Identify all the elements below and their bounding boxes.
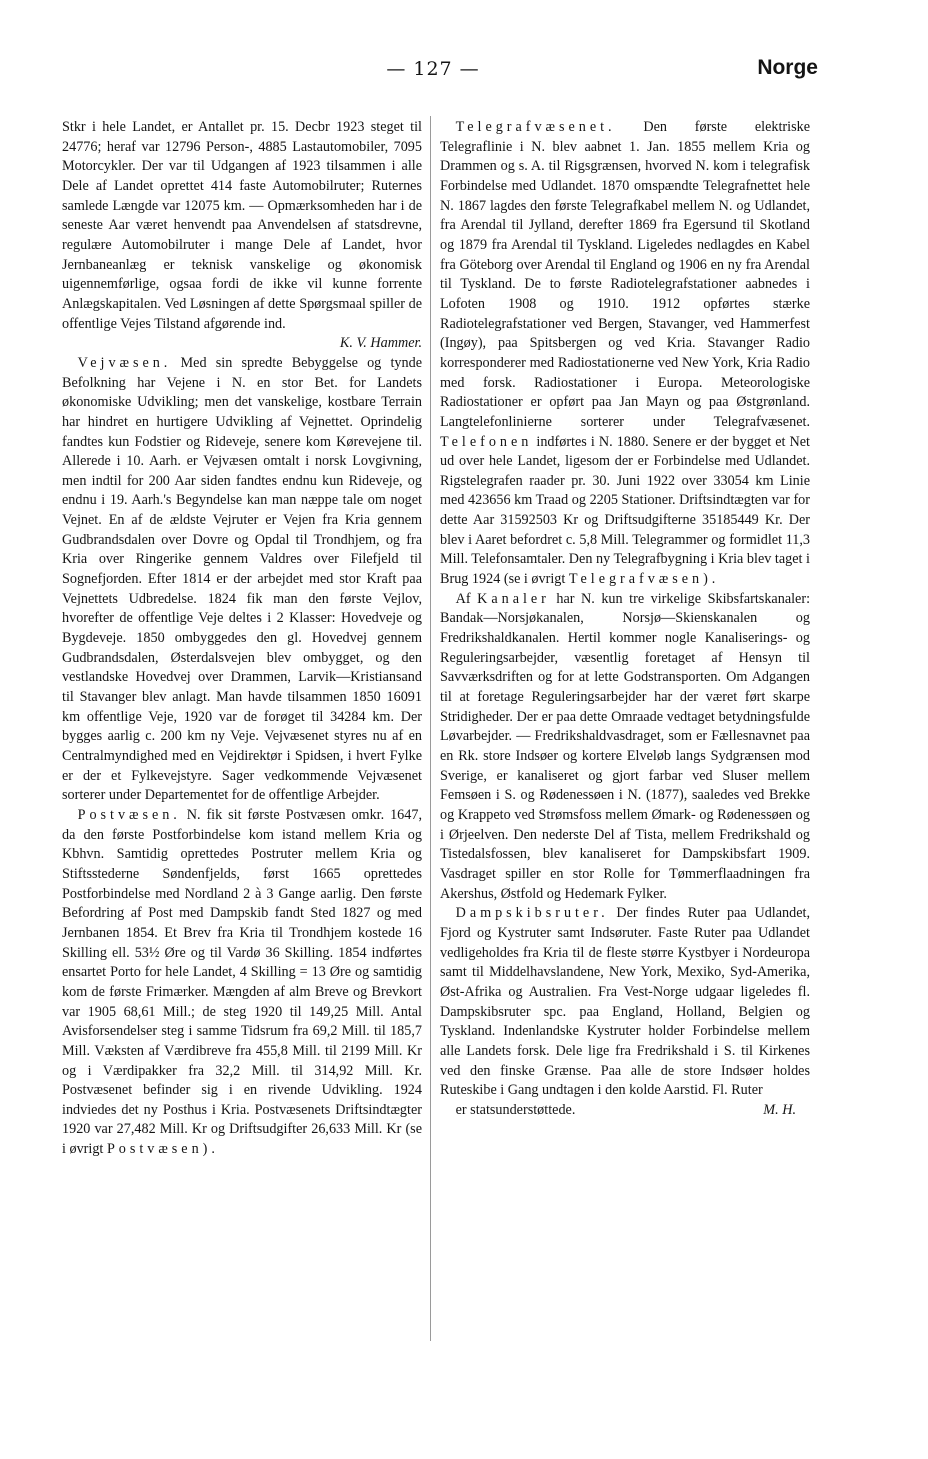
telegraf-text: Den første elektriske Telegraflinie i N. blev aabnet 1. Jan. 1855 mellem Kria og Drammen og s. A. til Rigsgrænsen, hvorved N. kom i telegrafisk Forbindelse med Udlandet. 1870 omspændte Telegrafnettet hele N. 1867 lagdes den første Telegrafkabel mellem N. og Udlandet, fra Arendal til Jylland, derefter 1869 fra Egersund til Skotland og 1879 fra Arendal til Tyskland. Ligeledes nedlagdes en Kabel fra Göteborg over Arendal til England og 1906 en ny fra Arendal til Tyskland. De to første Radiotelegrafstationer aabnedes i Lofoten 1908 og 1910. 1912 opførtes stærke Radiotelegrafstationer ved Bergen, Stavanger, ved Hammerfest (Ingøy), paa Spitsbergen og ved Kria. Stavanger Radio korresponderer med Radiostationerne ved New York, Kria Radio med forsk. Radiostationer i Europa. Meteorologiske Radiostationer er opført paa Jan Mayn og paa Østgrønland. Langtelefonlinierne sorterer under Telegrafvæsenet. <box>440 119 811 430</box>
dampskib-final-line <box>440 1101 810 1121</box>
vejvaesen-paragraph <box>62 354 422 806</box>
telegraf-heading: Telegrafvæsenet. <box>455 119 616 135</box>
dampskib-paragraph <box>440 904 810 1101</box>
column-divider <box>430 116 431 1341</box>
author-signature: K. V. Hammer. <box>339 335 422 352</box>
dampskib-heading: Dampskibsruter. <box>455 905 609 922</box>
page-number: — 127 — <box>386 58 480 80</box>
dampskib-signature: M. H. <box>763 1101 796 1118</box>
telegraf-cross-reference: Telegrafvæsen). <box>568 571 720 588</box>
kanaler-paragraph <box>440 590 810 905</box>
left-column <box>62 118 422 1160</box>
kanaler-text: har N. kun tre virkelige Skibsfartskanaler: Bandak—Norsjøkanalen, Norsjø—Skienskanalen og Fredrikshaldkanalen. Hertil kommer nogle Kanaliserings- og Reguleringsarbejder, væsentlig foretaget af Hensyn til Savværksdriften og for at lette Godstransporten. Om Adgangen til at foretage Reguleringsarbejder har der været ført skarpe Stridigheder. Der er paa dette Omraade vedtaget betydningsfulde Løvarbejder. — Fredrikshaldvasdraget, som er Fællesnavnet paa en Rk. store Indsøer og kortere Elveløb langs Sydgrænsen mod Sverige, er kanaliseret og gjort farbar ved Sluser mellem Femsøen i S. og Rødenessøen i N. (1877), saaledes ved Brekke og Krappeto ved Strømsfoss mellem Ømark- og Rødenessøen og i Ørjeelven. Den nederste Del af Tista, mellem Fredrikshald og Tistedalsfossen, blev kanaliseret for Dampskibsfart 1909. Vasdraget spiller en stor Rolle for Tømmerflaadningen fra Akershus, Østfold og Hedemark Fylker. <box>440 590 811 902</box>
postvaesen-heading: Postvæsen. <box>77 806 181 823</box>
vejvaesen-heading: Vejvæsen. <box>77 354 172 371</box>
right-column <box>440 118 810 1120</box>
dampskib-last-words: er statsunderstøttede. <box>455 1101 576 1118</box>
postvaesen-cross-reference: Postvæsen). <box>106 1141 219 1158</box>
dampskib-text: Der findes Ruter paa Udlandet, Fjord og Kystruter samt Indsøruter. Faste Ruter paa Udlandet vedligeholdes fra Kria til de fleste større Kystbyer i Nordeuropa samt til Middelhavslandene, New York, Mexiko, Syd-Amerika, Øst-Afrika og Australien. Fra Vest-Norge udgaar ligeledes fl. Dampskibsruter spc. paa England, Holland, Belgien og Tyskland. Indenlandske Kystruter holder Forbindelse mellem alle Landets forsk. Dele lige fra Fredrikshald i S. til Kirkenes ved den finske Grænse. Paa alle de store Indsøer holdes Ruteskibe i Gang undtagen i den kolde Aarstid. Fl. Ruter <box>440 905 810 1099</box>
running-head: Norge <box>757 56 818 79</box>
kanaler-lead: Af <box>455 590 471 607</box>
telefon-text: indførtes i N. 1880. Senere er der bygget et Net ud over hele Landet, ligesom der er Forbindelse med Udlandet. Rigstelegrafen raader pr. 30. Juni 1922 over 33054 km Linie med 423656 km Traad og 2205 Stationer. Driftsindtægten var for dette Aar 31592503 Kr og Driftsudgifterne 35185449 Kr. Der blev i Aaret befordret c. 5,8 Mill. Telegrammer og formidlet 11,3 Mill. Telefonsamtaler. Den ny Telegrafbygning i Kria blev taget i Brug 1924 (se i øvrigt <box>440 433 811 588</box>
telefon-heading: Telefonen <box>440 433 533 450</box>
automobile-paragraph: Stkr i hele Landet, er Antallet pr. 15. Decbr 1923 steget til 24776; heraf var 12796 Person-, 4885 Lastautomobiler, 7095 Motorcykler. Der var til Udgangen af 1923 tilsammen i alle Dele af Landet oprettet 414 faste Automobilruter; Ruternes samlede Længde var 12075 km. — Opmærksomheden har i de seneste Aar været henvendt paa Anvendelsen af statsdrevne, regulære Automobilruter i mange Dele af Landet, hvor Jernbaneanlæg er teknisk vanskelige og økonomisk uigennemførlige, ogsaa fordi de ikke vil kunne forrente Anlægskapitalen. Ved Løsningen af dette Spørgsmaal spiller de offentlige Vejes Tilstand afgørende ind. <box>62 119 422 332</box>
kanaler-heading: Kanaler <box>477 590 550 607</box>
postvaesen-text: N. fik sit første Postvæsen omkr. 1647, da den første Postforbindelse kom istand mellem Kria og Kbhvn. Samtidig oprettedes Postruter mellem Kria og Stiftsstederne Søndenfjelds, først 1665 oprettedes Postforbindelse med Nordland 2 à 3 Gange aarlig. Den første Befordring af Post med Dampskib fandt Sted 1827 og med Jernbanen 1854. Et Brev fra Kria til Trondhjem kostede 16 Skilling ell. 53½ Øre og til Vardø 36 Skilling. 1854 indførtes ensartet Porto for hele Landet, 4 Skilling = 13 Øre og samtidig kom de første Frimærker. Mængden af alm Breve og Brevkort var 1905 68,61 Mill.; de steg 1920 til 149,25 Mill. Antal Avisforsendelser steg i samme Tidsrum fra 69,2 Mill. til 185,7 Mill. Væksten af Værdibreve fra 455,8 Mill. til 2199 Mill. Kr og i Værdipakker fra 32,2 Mill. til 314,92 Mill. Kr. Postvæsenet befinder sig i en rivende Udvikling. 1924 indviedes det ny Posthus i Kria. Postvæsenets Driftsindtægter 1920 var 27,482 Mill. Kr og Driftsudgifter 26,633 Mill. Kr (se i øvrigt <box>62 806 422 1158</box>
telegraf-paragraph <box>440 118 810 590</box>
vejvaesen-text: Med sin spredte Bebyggelse og tynde Befolkning har Vejene i N. en stor Bet. for Landets økonomiske Udvikling; men det vanskelige, kostbare Terrain har hindret en hurtigere Udvikling af Vejnettet. Oprindelig fandtes kun Fodstier og Rideveje, senere kom Kørevejene til. Allerede i 10. Aarh. er Vejvæsen omtalt i norsk Lovgivning, men indtil for 200 Aar siden fandtes endnu kun Rideveje, og endnu i 19. Aarh.'s Begyndelse kan man næppe tale om noget Vejnet. En af de ældste Vejruter er Vejen fra Kria gennem Gudbrandsdalen over Dovre og Opdal til Trondhjem, og fra Kria over Ringerike gennem Valdres over Filefjeld til Sognefjorden. Efter 1814 er der arbejdet med stor Kraft paa Vejnettets Udbredelse. 1824 fik man den første Vejlov, hvorefter de offentlige Veje deltes i 2 Klasser: Hovedveje og Bygdeveje. 1850 ombyggedes den gl. Hovedvej gennem Gudbrandsdalen, Østerdalsvejen blev ombygget, og den vestlandske Hovedvej over Drammen, Larvik—Kristiansand til Stavanger blev anlagt. Man havde tilsammen 1850 16091 km offentlige Veje, 1920 var de forøget til 34284 km. Der bygges aarlig c. 200 km ny Veje. Vejvæsenet styres nu af en Centralmyndighed med en Vejdirektør i Spidsen, i hvert Fylke er der et Fylkevejstyre. Sager vedkommende Vejvæsenet sorterer under Departementet for de offentlige Arbejder. <box>62 354 423 804</box>
postvaesen-paragraph <box>62 806 422 1160</box>
